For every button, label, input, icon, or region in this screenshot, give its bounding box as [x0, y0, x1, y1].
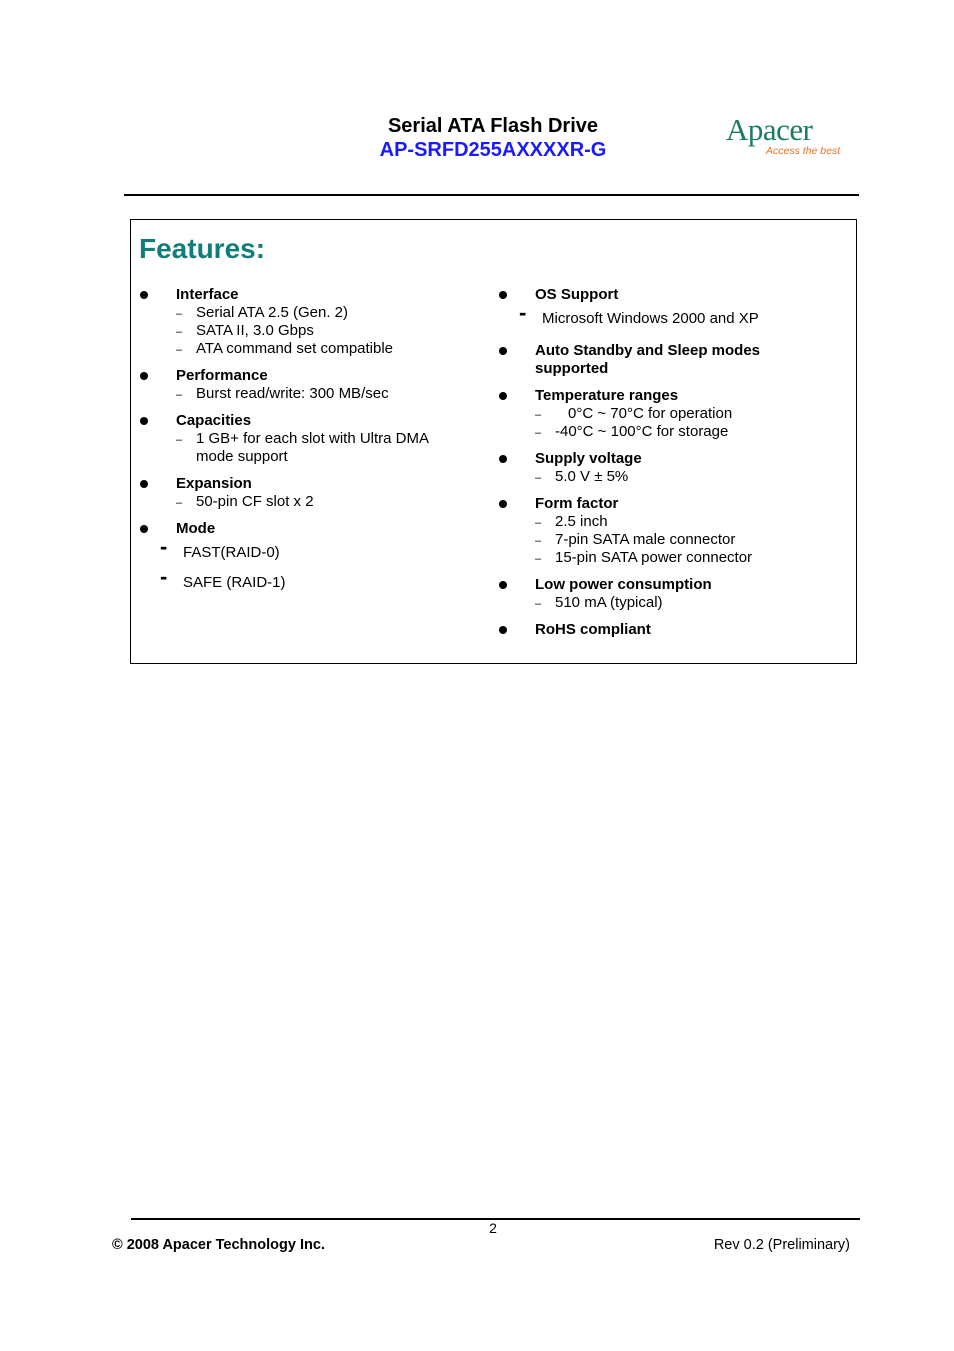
apacer-logo — [726, 112, 846, 160]
dash-icon: – — [535, 517, 542, 529]
feature-title: Capacities — [176, 412, 252, 429]
feature-item: – 7-pin SATA male connector — [498, 531, 848, 549]
feature-title: Form factor — [535, 495, 619, 512]
copyright: © 2008 Apacer Technology Inc. — [112, 1237, 325, 1253]
dash-icon: – — [176, 326, 183, 338]
feature-item: – 15-pin SATA power connector — [498, 549, 848, 567]
dash-icon: – — [535, 472, 542, 484]
bullet-icon — [140, 525, 148, 533]
feature-item: – 510 mA (typical) — [498, 594, 848, 612]
bullet-icon — [140, 372, 148, 380]
revision: Rev 0.2 (Preliminary) — [713, 1237, 850, 1253]
feature-item: – 50-pin CF slot x 2 — [139, 493, 484, 511]
features-box — [130, 219, 857, 664]
bullet-icon — [499, 581, 507, 589]
feature-form-factor — [498, 495, 848, 567]
model-number: AP-SRFD255AXXXXR-G — [379, 139, 607, 161]
dash-icon: – — [535, 598, 542, 610]
feature-title: Interface — [176, 286, 239, 303]
feature-low-power — [498, 576, 848, 612]
bullet-icon — [140, 417, 148, 425]
feature-title: Performance — [176, 367, 268, 384]
dash-icon: – — [176, 308, 183, 320]
bullet-icon — [499, 291, 507, 299]
feature-expansion — [139, 475, 484, 511]
logo-tagline: Access the best — [766, 145, 841, 157]
bullet-icon — [499, 626, 507, 634]
dash-icon: – — [176, 434, 183, 446]
feature-title: Expansion — [176, 475, 252, 492]
feature-interface — [139, 286, 484, 358]
feature-title: Low power consumption — [535, 576, 712, 593]
feature-title: OS Support — [535, 286, 619, 303]
dash-icon: – — [535, 535, 542, 547]
feature-item: - SAFE (RAID-1) — [160, 564, 286, 591]
feature-item: - Microsoft Windows 2000 and XP — [519, 300, 759, 327]
feature-item: – ATA command set compatible — [139, 340, 484, 358]
feature-item: – 1 GB+ for each slot with Ultra DMA — [139, 430, 484, 448]
bullet-icon — [499, 500, 507, 508]
bullet-icon — [140, 480, 148, 488]
feature-title: Supply voltage — [535, 450, 642, 467]
feature-item: – Burst read/write: 300 MB/sec — [139, 385, 484, 403]
feature-item: – 2.5 inch — [498, 513, 848, 531]
feature-performance — [139, 367, 484, 403]
document-title: Serial ATA Flash Drive — [387, 115, 599, 137]
feature-item: – 5.0 V ± 5% — [498, 468, 848, 486]
feature-item: - FAST(RAID-0) — [160, 534, 280, 561]
feature-mode — [139, 520, 484, 598]
feature-temperature-ranges — [498, 387, 848, 441]
feature-title-continued: supported — [535, 360, 609, 377]
bullet-icon — [499, 392, 507, 400]
feature-item: – Serial ATA 2.5 (Gen. 2) — [139, 304, 484, 322]
feature-title: RoHS compliant — [535, 621, 651, 638]
dash-icon: – — [176, 497, 183, 509]
dash-icon: - — [160, 534, 168, 559]
dash-icon: – — [176, 344, 183, 356]
features-heading: Features: — [139, 233, 266, 264]
feature-item-continued: mode support — [196, 448, 288, 465]
feature-capacities — [139, 412, 484, 466]
feature-supply-voltage — [498, 450, 848, 486]
dash-icon: – — [535, 427, 542, 439]
logo-wordmark: Apacer — [726, 112, 813, 147]
dash-icon: – — [176, 389, 183, 401]
dash-icon: – — [535, 553, 542, 565]
feature-os-support — [498, 286, 848, 334]
feature-rohs — [498, 621, 848, 639]
dash-icon: - — [160, 564, 168, 589]
feature-standby-sleep — [498, 342, 848, 378]
feature-item: – SATA II, 3.0 Gbps — [139, 322, 484, 340]
feature-title: Mode — [176, 520, 216, 537]
feature-item: – 0°C ~ 70°C for operation — [498, 405, 848, 423]
feature-item: – -40°C ~ 100°C for storage — [498, 423, 848, 441]
dash-icon: – — [535, 409, 542, 421]
bullet-icon — [499, 347, 507, 355]
feature-title: Temperature ranges — [535, 387, 679, 404]
feature-title: Auto Standby and Sleep modes — [535, 342, 761, 359]
bullet-icon — [499, 455, 507, 463]
features-left-column — [139, 286, 484, 598]
page-number: 2 — [489, 1220, 497, 1236]
header-divider — [124, 194, 859, 196]
dash-icon: - — [519, 300, 527, 325]
bullet-icon — [140, 291, 148, 299]
features-right-column — [498, 286, 848, 639]
